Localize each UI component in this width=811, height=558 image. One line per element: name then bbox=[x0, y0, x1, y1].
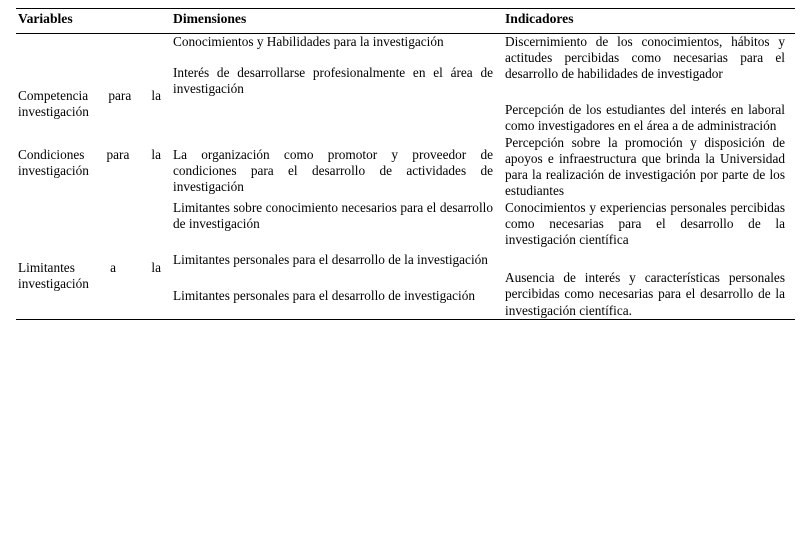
column-header-indicadores: Indicadores bbox=[503, 9, 795, 34]
dimension-item: Interés de desarrollarse profesionalmente en el área de investigación bbox=[173, 64, 493, 97]
cell-indicators bbox=[503, 33, 795, 135]
indicator-item: Percepción sobre la promoción y disposición de apoyos e infraestructura que brinda la Universidad para la realización de investigación por parte de los estudiantes bbox=[505, 134, 785, 199]
variables-matrix-table bbox=[16, 8, 795, 320]
cell-indicators bbox=[503, 200, 795, 320]
cell-indicators bbox=[503, 135, 795, 200]
indicator-item: Ausencia de interés y características personales percibidas como necesarias para el desarrollo de la investigación científica. bbox=[505, 270, 785, 318]
dimension-item: Limitantes sobre conocimiento necesarios para el desarrollo de investigación bbox=[173, 199, 493, 231]
indicator-item: Discernimiento de los conocimientos, hábitos y actitudes percibidas como necesarias para el desarrollo de habilidades de investigador bbox=[505, 33, 785, 82]
bottom-border-cell bbox=[503, 319, 795, 320]
cell-dimensions bbox=[171, 135, 503, 200]
cell-dimensions bbox=[171, 200, 503, 320]
column-header-dimensiones: Dimensiones bbox=[171, 9, 503, 34]
bottom-border-cell bbox=[171, 319, 503, 320]
variable-label: Condiciones para la investigación bbox=[18, 146, 161, 178]
cell-dimensions bbox=[171, 33, 503, 135]
table-body bbox=[16, 33, 795, 319]
table-footer-rule bbox=[16, 319, 795, 320]
dimension-item: Limitantes personales para el desarrollo de investigación bbox=[173, 288, 476, 304]
bottom-border-row bbox=[16, 319, 795, 320]
variable-label: Competencia para la investigación bbox=[18, 87, 161, 119]
cell-variable bbox=[16, 200, 171, 320]
dimension-item: La organización como promotor y proveedor de condiciones para el desarrollo de actividades de investigación bbox=[173, 146, 493, 195]
header-row bbox=[16, 9, 795, 34]
table-row bbox=[16, 33, 795, 135]
table-row bbox=[16, 135, 795, 200]
bottom-border-cell bbox=[16, 319, 171, 320]
cell-variable bbox=[16, 33, 171, 135]
table-header bbox=[16, 9, 795, 34]
column-header-variables: Variables bbox=[16, 9, 171, 34]
indicator-item: Conocimientos y experiencias personales percibidas como necesarias para el desarrollo de la investigación científica bbox=[505, 199, 785, 247]
table-row bbox=[16, 200, 795, 320]
indicator-item: Percepción de los estudiantes del interés en laboral como investigadores en el área a de administración bbox=[505, 102, 785, 134]
dimension-item: Conocimientos y Habilidades para la investigación bbox=[173, 33, 444, 49]
variable-label: Limitantes a la investigación bbox=[18, 259, 161, 291]
dimension-item: Limitantes personales para el desarrollo de la investigación bbox=[173, 251, 488, 267]
cell-variable bbox=[16, 135, 171, 200]
